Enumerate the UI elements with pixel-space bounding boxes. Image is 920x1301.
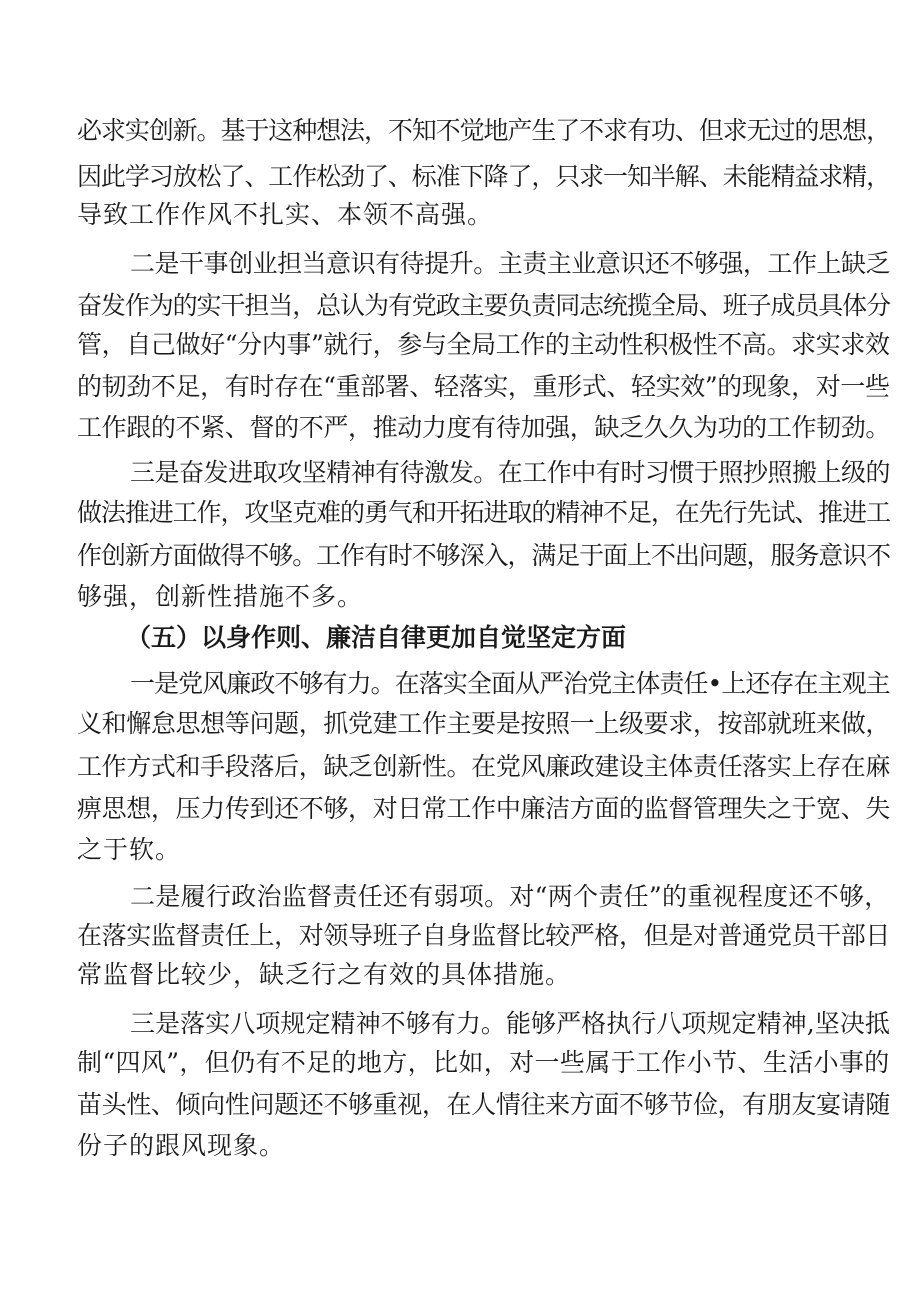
paragraph-line: 三是落实八项规定精神不够有力。能够严格执行八项规定精神,坚决抵 [130, 1009, 890, 1038]
paragraph-line: 二是干事创业担当意识有待提升。主责主业意识还不够强，工作上缺乏 [130, 249, 891, 278]
paragraph-line: 之于软。 [77, 835, 182, 864]
paragraph-line: 必求实创新。基于这种想法，不知不觉地产生了不求有功、但求无过的思想， [77, 116, 891, 145]
paragraph-line: 作创新方面做得不够。工作有时不够深入，满足于面上不出问题，服务意识不 [77, 541, 891, 570]
paragraph-line: 份子的跟风现象。 [77, 1131, 286, 1160]
paragraph-line: 管，自己做好“分内事”就行，参与全局工作的主动性积极性不高。求实求效 [77, 330, 890, 359]
paragraph-line: 的韧劲不足，有时存在“重部署、轻落实，重形式、轻实效”的现象，对一些 [77, 372, 890, 401]
paragraph-line: 因此学习放松了、工作松劲了、标准下降了，只求一知半解、未能精益求精， [77, 162, 891, 191]
paragraph-line: 奋发作为的实干担当，总认为有党政主要负责同志统揽全局、班子成员具体分 [77, 291, 891, 320]
paragraph-line: 常监督比较少，缺乏行之有效的具体措施。 [77, 960, 572, 989]
paragraph-line: 痹思想，压力传到还不够，对日常工作中廉洁方面的监督管理失之于宽、失 [77, 794, 891, 823]
section-heading: （五）以身作则、廉洁自律更加自觉坚定方面 [126, 623, 627, 652]
paragraph-line: 工作方式和手段落后，缺乏创新性。在党风廉政建设主体责任落实上存在麻 [77, 752, 891, 781]
paragraph-line: 三是奋发进取攻坚精神有待激发。在工作中有时习惯于照抄照搬上级的 [130, 458, 891, 487]
paragraph-line: 义和懈怠思想等问题，抓党建工作主要是按照一上级要求，按部就班来做， [77, 709, 891, 738]
paragraph-line: 苗头性、倾向性问题还不够重视，在人情往来方面不够节俭，有朋友宴请随 [77, 1090, 891, 1119]
paragraph-line: 制“四风”，但仍有不足的地方，比如，对一些属于工作小节、生活小事的 [77, 1048, 890, 1077]
paragraph-line: 在落实监督责任上，对领导班子自身监督比较严格，但是对普通党员干部日 [77, 921, 891, 950]
paragraph-line: 做法推进工作，攻坚克难的勇气和开拓进取的精神不足，在先行先试、推进工 [77, 498, 891, 527]
paragraph-line: 二是履行政治监督责任还有弱项。对“两个责任”的重视程度还不够， [130, 882, 890, 911]
paragraph-line: 一是党风廉政不够有力。在落实全面从严治党主体责任•上还存在主观主 [130, 669, 890, 698]
paragraph-line: 够强，创新性措施不多。 [77, 582, 364, 611]
paragraph-line: 工作跟的不紧、督的不严，推动力度有待加强，缺乏久久为功的工作韧劲。 [77, 413, 891, 442]
paragraph-line: 导致工作作风不扎实、本领不高强。 [77, 200, 494, 229]
